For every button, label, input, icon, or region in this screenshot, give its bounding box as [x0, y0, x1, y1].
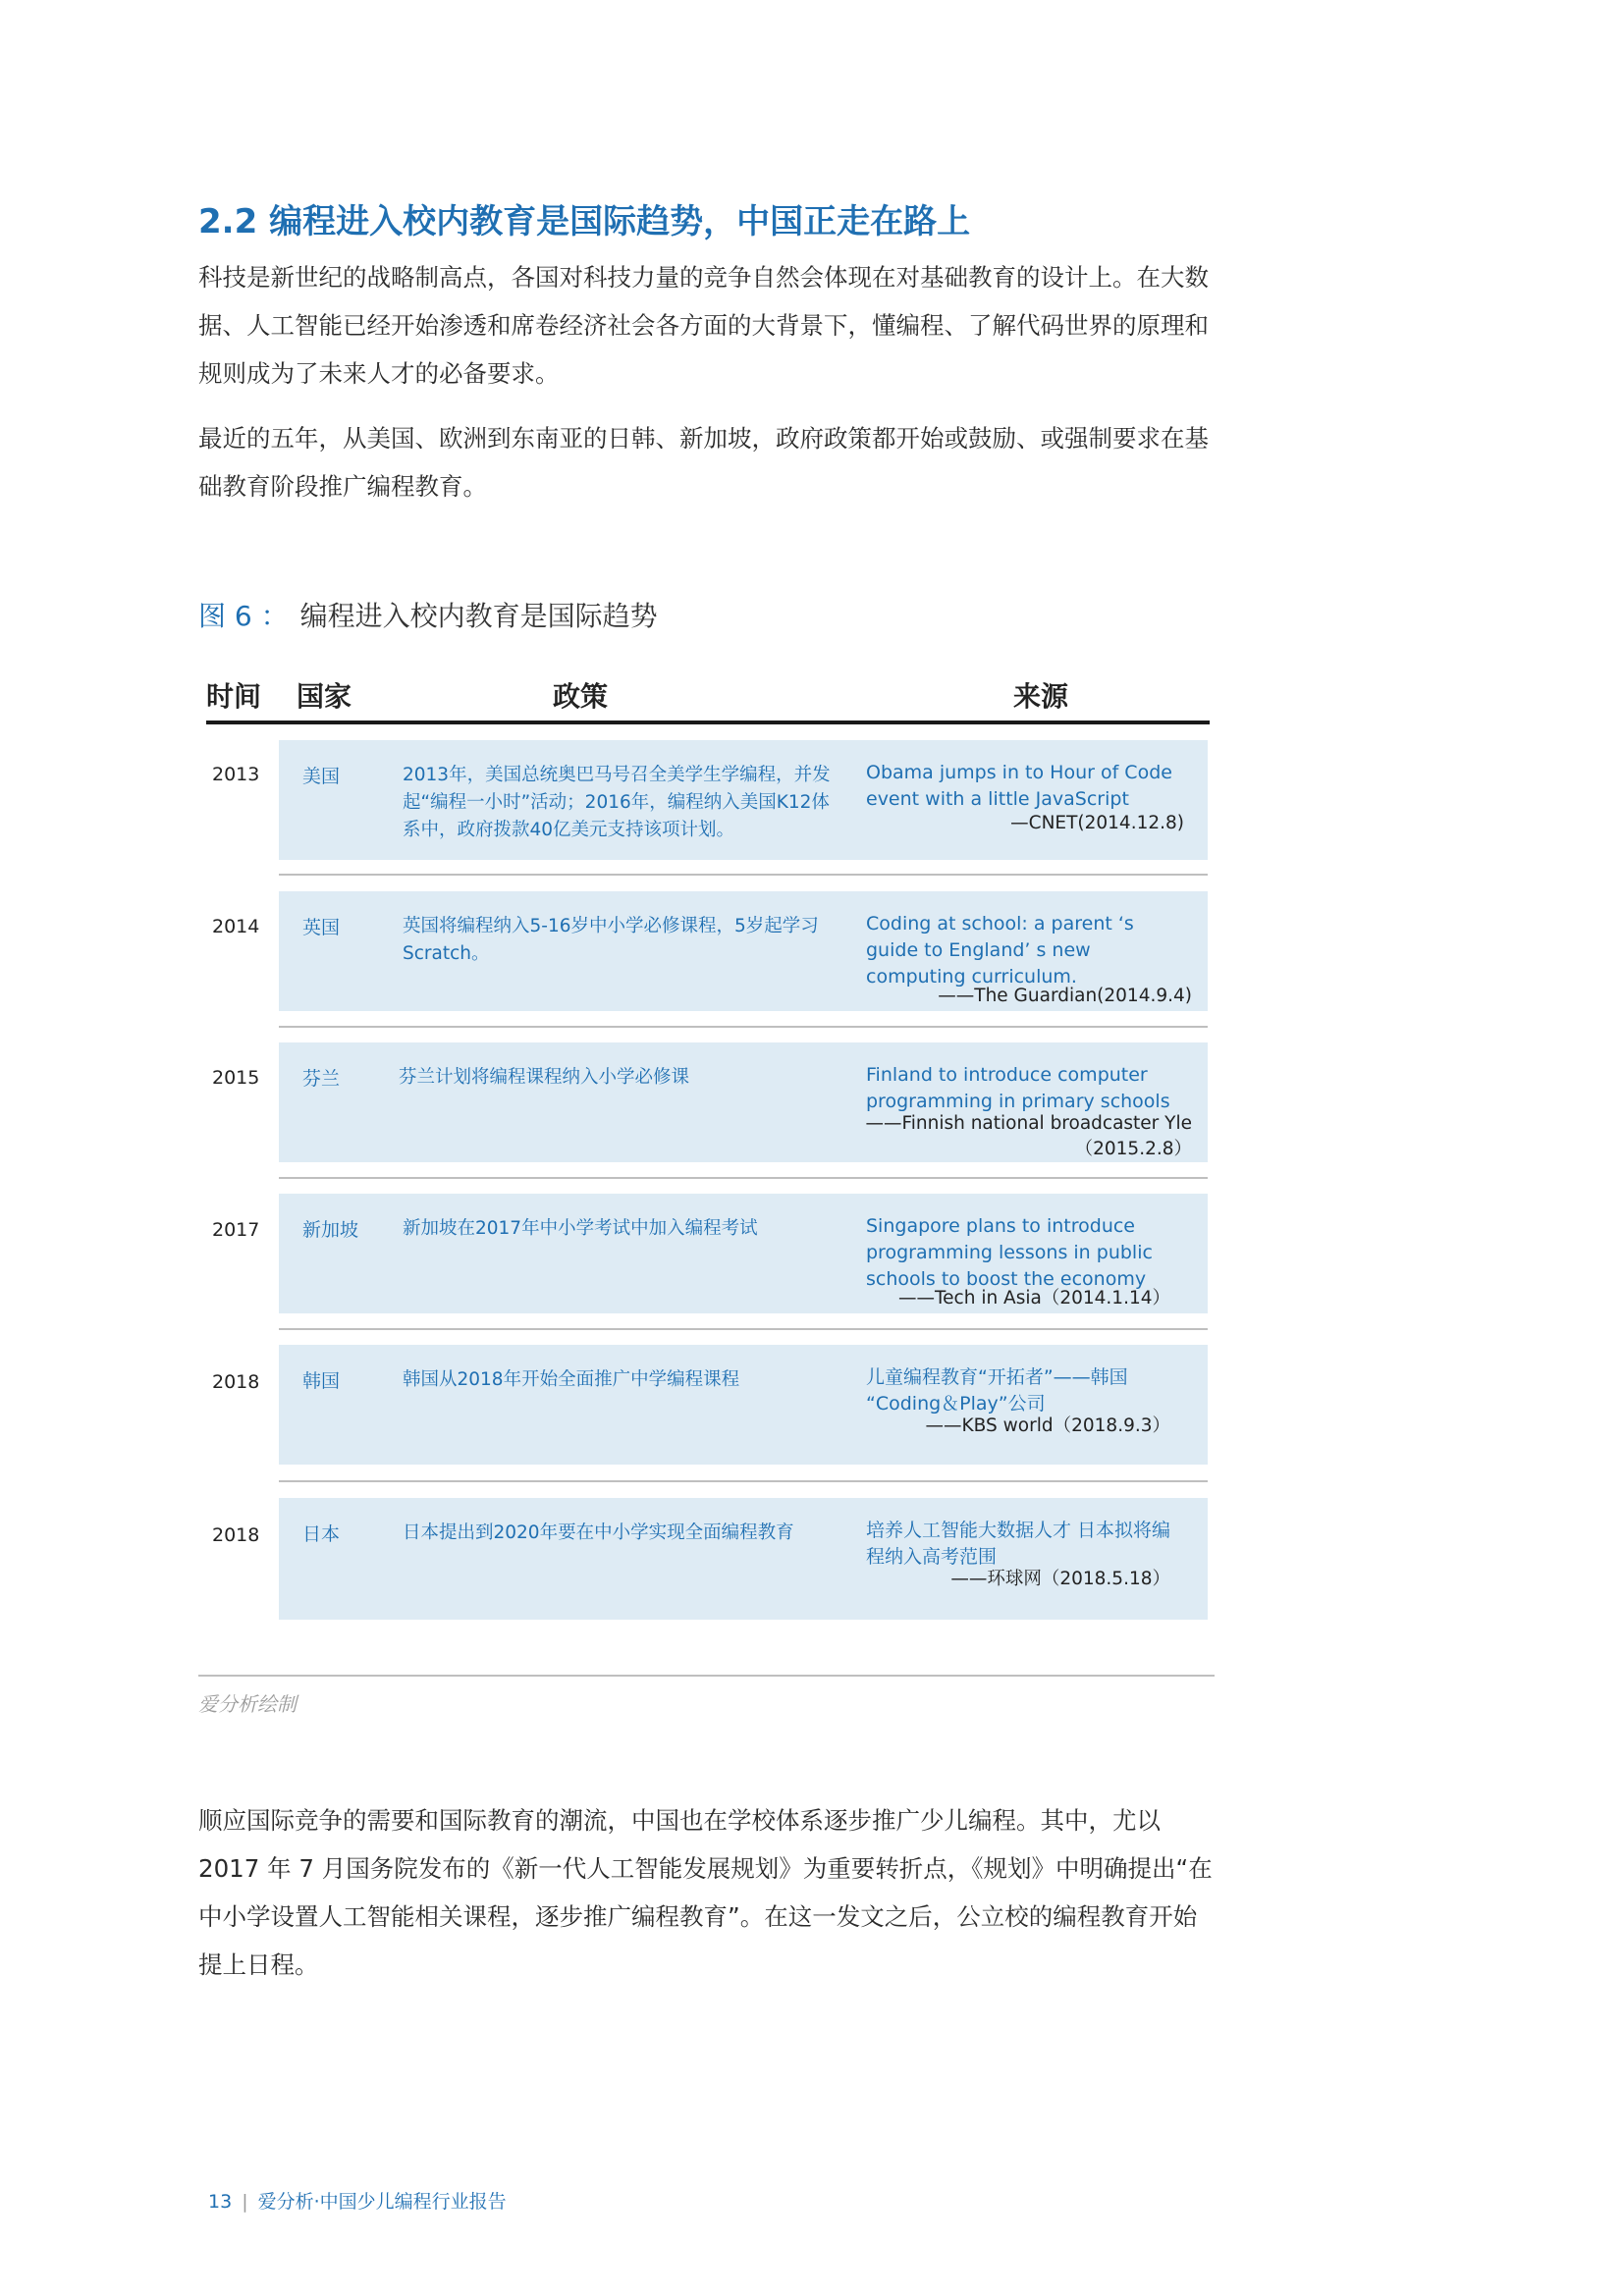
table-row [279, 1498, 1208, 1620]
row-divider [279, 1328, 1208, 1330]
row-country: 芬兰 [302, 1068, 341, 1090]
row-policy: 韩国从2018年开始全面推广中学编程课程 [403, 1369, 740, 1390]
row-source: 培养人工智能大数据人才 日本拟将编程纳入高考范围 [866, 1520, 1171, 1568]
row-citation: ——Tech in Asia（2014.1.14） [898, 1288, 1170, 1308]
row-source: Coding at school: a parent ‘s guide to England’ s new computing curriculum. [866, 913, 1134, 988]
row-citation: ——环球网（2018.5.18） [950, 1569, 1170, 1589]
report-title: 爱分析·中国少儿编程行业报告 [257, 2191, 507, 2213]
row-divider [279, 1177, 1208, 1179]
row-divider [279, 874, 1208, 876]
section-title: 2.2 编程进入校内教育是国际趋势，中国正走在路上 [198, 202, 971, 241]
table-row [279, 1345, 1208, 1465]
row-policy: 英国将编程纳入5-16岁中小学必修课程，5岁起学习Scratch。 [403, 916, 819, 964]
header-source: 来源 [1013, 680, 1069, 713]
footer-separator: | [242, 2191, 248, 2213]
row-country: 英国 [302, 917, 341, 938]
figure-bottom-divider [198, 1675, 1215, 1677]
row-year: 2017 [212, 1219, 260, 1241]
row-country: 日本 [302, 1523, 341, 1545]
row-policy: 日本提出到2020年要在中小学实现全面编程教育 [403, 1522, 794, 1543]
figure-title [198, 595, 658, 634]
row-citation: ——The Guardian(2014.9.4) [938, 986, 1192, 1006]
table-row [279, 891, 1208, 1011]
row-policy: 新加坡在2017年中小学考试中加入编程考试 [403, 1218, 758, 1239]
table-header [206, 667, 1208, 722]
figure-label: 图 6 ： [198, 600, 289, 632]
policy-paragraph: 最近的五年，从美国、欧洲到东南亚的日韩、新加坡，政府政策都开始或鼓励、或强制要求在基础教育阶段推广编程教育。 [198, 424, 1209, 501]
row-divider [279, 1480, 1208, 1482]
row-citation: ——Finnish national broadcaster Yle（2015.2.8） [865, 1113, 1192, 1159]
figure-credit: 爱分析绘制 [198, 1692, 297, 1716]
table-row [279, 740, 1208, 860]
row-source: Finland to introduce computer programming in primary schools [866, 1064, 1170, 1112]
conclusion-paragraph: 顺应国际竞争的需要和国际教育的潮流，中国也在学校体系逐步推广少儿编程。其中，尤以 2017 年 7 月国务院发布的《新一代人工智能发展规划》为重要转折点，《规划》中明确提出“在中小学设置人工智能相关课程，逐步推广编程教育”。在这一发文之后，公立校的编程教育开始提上日程。 [198, 1806, 1213, 1979]
row-year: 2018 [212, 1524, 260, 1546]
header-year: 时间 [206, 680, 262, 713]
header-divider [206, 721, 1210, 724]
figure-caption: 编程进入校内教育是国际趋势 [299, 600, 658, 632]
row-source: 儿童编程教育“开拓者”——韩国 “Coding＆Play”公司 [866, 1366, 1128, 1415]
row-country: 新加坡 [302, 1219, 359, 1241]
row-policy: 芬兰计划将编程课程纳入小学必修课 [399, 1067, 690, 1088]
row-source: Obama jumps in to Hour of Code event with a little JavaScript [866, 762, 1172, 810]
row-country: 韩国 [302, 1370, 341, 1392]
page-number: 13 [208, 2191, 233, 2213]
row-divider [279, 1026, 1208, 1028]
row-year: 2013 [212, 764, 260, 785]
row-source: Singapore plans to introduce programming lessons in public schools to boost the economy [866, 1215, 1153, 1290]
page-footer [208, 2187, 507, 2214]
row-citation: —CNET(2014.12.8) [1010, 813, 1184, 833]
intro-paragraph: 科技是新世纪的战略制高点，各国对科技力量的竞争自然会体现在对基础教育的设计上。在大数据、人工智能已经开始渗透和席卷经济社会各方面的大背景下，懂编程、了解代码世界的原理和规则成为了未来人才的必备要求。 [198, 263, 1209, 388]
table-row [279, 1042, 1208, 1162]
header-policy: 政策 [553, 680, 609, 713]
row-policy: 2013年，美国总统奥巴马号召全美学生学编程，并发起“编程一小时”活动；2016年，编程纳入美国K12体系中，政府拨款40亿美元支持该项计划。 [403, 765, 831, 840]
header-country: 国家 [297, 680, 352, 713]
row-country: 美国 [302, 766, 341, 787]
row-year: 2018 [212, 1371, 260, 1393]
row-citation: ——KBS world（2018.9.3） [925, 1415, 1170, 1436]
row-year: 2014 [212, 916, 260, 937]
table-row [279, 1194, 1208, 1313]
row-year: 2015 [212, 1067, 260, 1089]
